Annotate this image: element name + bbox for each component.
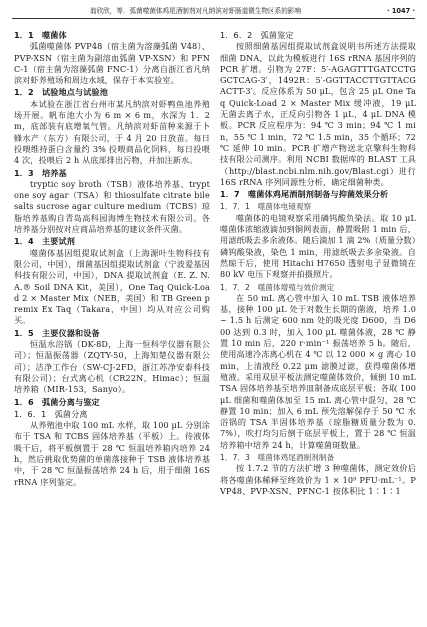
paragraph: 按 1.7.2 节的方法扩增 3 种噬菌体，测定效价后将各噬菌体稀释至终效价为 1 × 10⁹ PFU·mL⁻¹。PVP48、PVP-XSN、PFNC-1 按体积比 1∶1∶1 [220,463,416,496]
paragraph: 本试验在浙江省台州市某凡纳滨对虾鸭鱼池养殖场开展。帆布池大小为 6 m × 6 m，水深为 1．2 m，底部装有底增氧气管。凡纳滨对虾苗种来源于卜蜂水产（东方）有限公司，于 4 月 20 日放苗。每日投喂维持蛋白含量约 3% 投喂商品化饲料，每日投喂 4 次，投喂后 2 h 从底部排出污物，并加注新水。 [14,98,210,166]
page-number: · 1047 · [387,7,415,15]
section-heading: 1．3 培养基 [14,167,67,178]
left-column [14,29,210,488]
section-heading: 1．4 主要试剂 [14,236,76,247]
paragraph: 在 50 mL 离心管中加入 10 mL TSB 液体培养基，接种 100 μL 处于对数生长期的菌液，培养 1.0 ~ 1.5 h 后测定 600 nm 处的吸光度 D600，当 D600 达到 0.3 时，加入 100 μL 噬菌体液，28 ℃ 静置 10 min 后，220 r·min⁻¹ 振荡培养 5 h。随后，使用高速冷冻离心机在 4 ℃ 以 12 000 × g 离心 10 min，上清液经 0.22 μm 滤膜过滤，获得噬菌体增殖液。采用双层平板法测定噬菌体效价，倾倒 10 mL TSA 固体培养基至培养皿制备成底层平板；各取 100 μL 细菌和噬菌体加至 15 mL 离心管中混匀，28 ℃ 静置 10 min；加入 6 mL 预先溶解保存于 50 ℃ 水浴锅的 TSA 半固体培养基（琼脂糖质量分数为 0.7%），吹打均匀后倒于底层平板上，置于 28 ℃ 恒温培养箱中培养 24 h，计算噬菌斑数量。 [220,292,416,450]
paragraph: 按照细菌基因组提取试剂盒说明书所述方法提取细菌 DNA，以此为模板进行 16S rRNA 基因序列的 PCR 扩增。引物为 27F：5′-AGAGTTTGATCCTGGCTCAG-3′，1492R：5′-GGTTACCTTGTTACGACTT-3′。反应体系为 50 μL，包含 25 μL One Taq Quick-Load 2 × Master Mix 缓冲液，19 μL 无菌去离子水，正反向引物各 1 μL，4 μL DNA 模板。PCR 反应程序为：94 ℃ 3 min；94 ℃ 1 min，55 ℃ 1 min，72 ℃ 1.5 min，35 个循环；72 ℃ 延伸 10 min。PCR 扩增产物送北京擎科生物科技有限公司测序。利用 NCBI 数据库的 BLAST 工具（http://blast.ncbi.nlm.nih.gov/Blast.cgi）进行 16S rRNA 序列同源性分析，确定细菌种类。 [220,41,416,187]
section-heading: 1．7 噬菌体鸡尾酒制剂制备与抑菌效果分析 [220,189,389,200]
section-heading: 1．1 噬菌体 [14,30,67,40]
paragraph: tryptic soy broth（TSB）液体培养基、tryptone soy agar（TSA）和 thiosulfate citrate bile salts sucrose agar culture medium（TCBS）琼脂培养基购自青岛高科园海博生物技术有限公司。各培养基分别按对应商品培养基的建议条件灭菌。 [14,178,210,235]
subsection-heading: 1．7．3 噬菌体鸡尾酒制剂制备 [220,452,335,462]
paragraph: 噬菌体基因组提取试剂盒（上海源叶生物科技有限公司，中国），细菌基因组提取试剂盒（宁波爱基因科技有限公司，中国），DNA 提取试剂盒（E. Z. N. A.® Soil DNA Kit，美国），One Taq Quick-Load 2 × Master Mix（NEB，美国）和 TB Green premix Ex Taq（Takara，中国）均从对应公司购买。 [14,247,210,326]
header-rule [12,18,415,19]
running-header [12,5,415,17]
subsection-heading: 1．6．1 弧菌分离 [14,408,88,419]
running-title: 翁欣欣，等．弧菌噬菌体鸡尾酒制剂对凡纳滨对虾肠道微生物区系的影响 [90,7,301,15]
subsection-heading: 1．6．2 弧菌鉴定 [220,30,294,40]
paragraph: 噬菌体的电镜观察采用磷钨酸负染法。取 10 μL 噬菌体浓缩液滴加到铜网表面，静置吸附 1 min 后，用滤纸吸去多余液体。随后滴加 1 滴 2%（质量分数）磷钨酸染液，染色 1 min，用滤纸吸去多余染液。自然晾干后，使用 Hitachi H7650 透射电子显微镜在 80 kV 电压下观察并拍摄照片。 [220,212,416,280]
right-column [220,29,416,497]
paragraph: 恒温水浴锅（DK-8D，上海一恒科学仪器有限公司）；恒温振荡器（ZQTY-50，上海知楚仪器有限公司）；洁净工作台（SW-CJ-2FD，浙江苏净安泰科技有限公司）；台式离心机（CR22N，Himac）；恒温培养箱（MIR-153，Sanyo）。 [14,339,210,395]
paragraph: 弧菌噬菌体 PVP48（宿主菌为溶藻弧菌 V48）、PVP-XSN（宿主菌为副溶血弧菌 VP-XSN）和 PFNC-1（宿主菌为溶藻弧菌 FNC-1）分离自浙江省凡纳滨对虾养殖场和周边水域，保存于本实验室。 [14,41,210,86]
section-heading: 1．2 试验地点与试验池 [14,87,109,98]
section-heading: 1．6 弧菌分离与鉴定 [14,396,100,407]
paragraph: 从养殖池中取 100 mL 水样，取 100 μL 分别涂布于 TSA 和 TCBS 固体培养基（平板）上。待液体吸干后，将平板倒置于 28 ℃ 恒温培养箱内培养 24 h，然后挑取优势菌的单菌落接种于 TSB 液体培养基中，于 28 ℃ 恒温振荡培养 24 h 后，用于细菌 16S rRNA 序列鉴定。 [14,420,210,487]
section-heading: 1．5 主要仪器和设备 [14,327,100,338]
subsection-heading: 1．7．2 噬菌体增殖与效价测定 [220,282,335,292]
subsection-heading: 1．7．1 噬菌体电镜观察 [220,202,312,212]
